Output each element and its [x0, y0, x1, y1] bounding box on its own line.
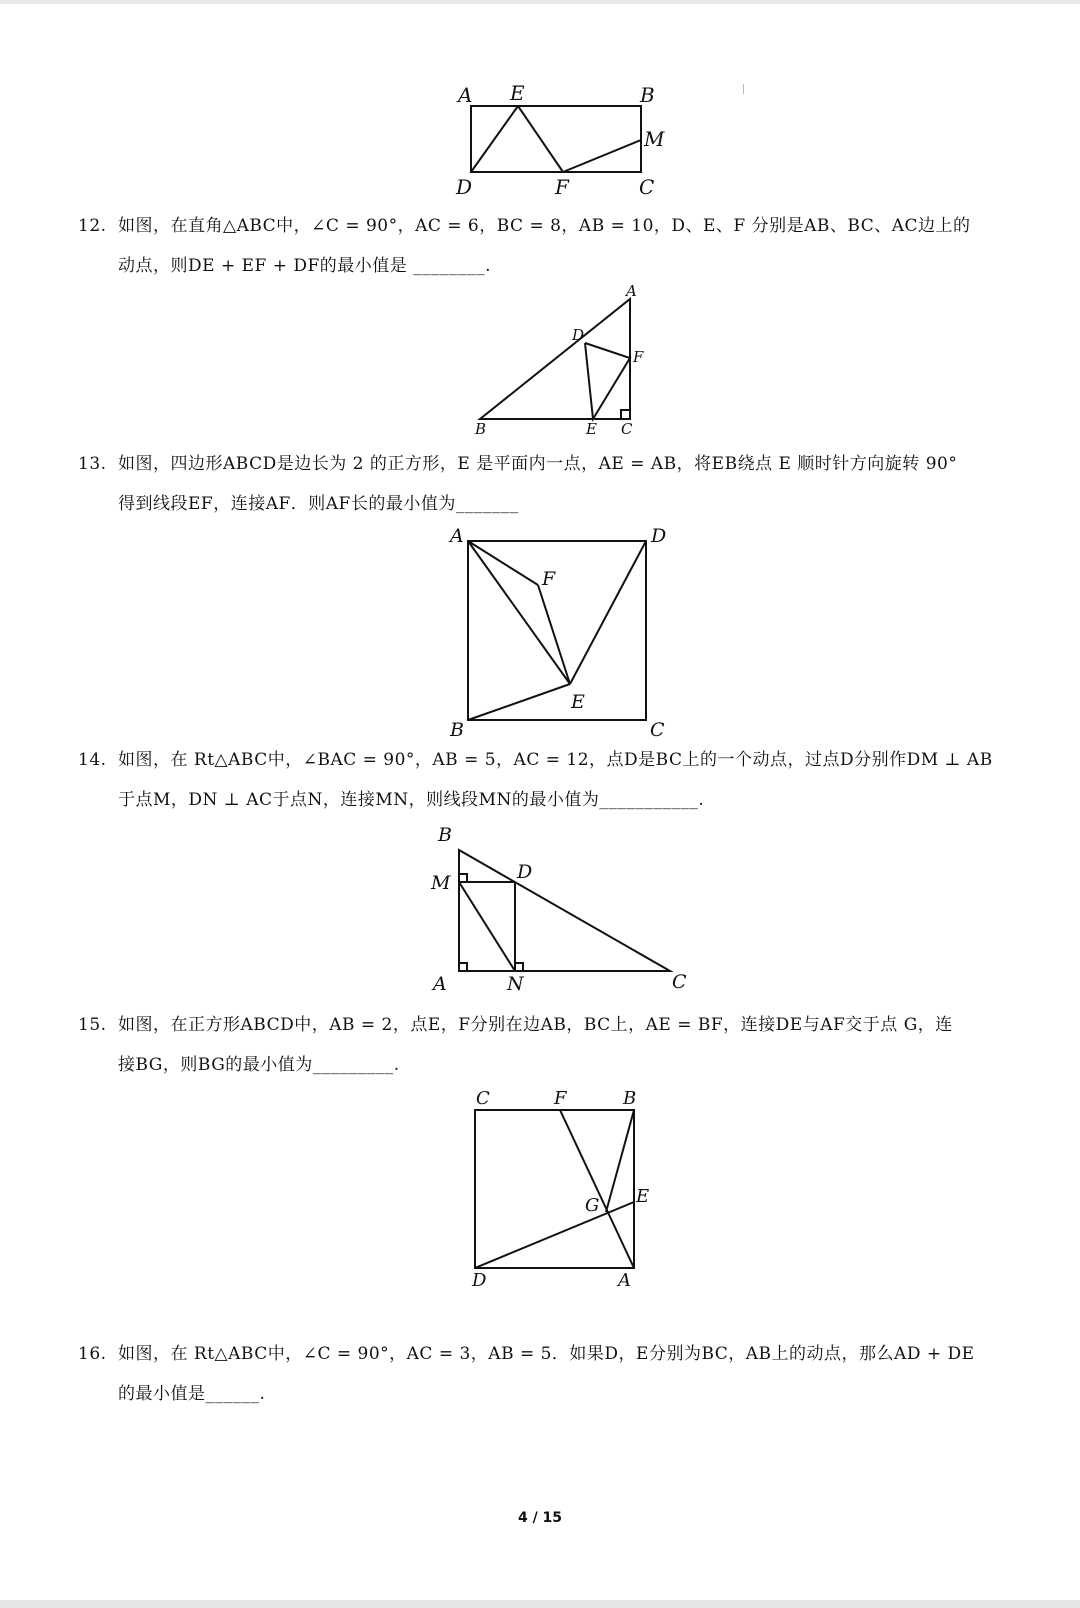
- label-d: D: [517, 861, 533, 883]
- square-abcd: [468, 541, 646, 720]
- page-number: 4 / 15: [517, 1510, 563, 1526]
- right-angle-mark-n: [515, 963, 523, 971]
- figure-14: [425, 824, 695, 995]
- label-d: D: [472, 1270, 487, 1291]
- label-c: C: [476, 1088, 490, 1109]
- question-text-line2: 动点，则DE + EF + DF的最小值是 ________.: [118, 256, 492, 276]
- label-b: B: [640, 83, 655, 107]
- right-angle-mark: [621, 410, 630, 419]
- segment-be: [468, 684, 570, 720]
- label-f: F: [555, 175, 569, 199]
- label-c: C: [650, 719, 665, 741]
- question-text-line1: 如图，四边形ABCD是边长为 2 的正方形，E 是平面内一点，AE = AB，将EB绕点 E 顺时针方向旋转 90°: [118, 454, 958, 474]
- triangle-def: [585, 343, 630, 419]
- right-angle-mark-a: [459, 963, 467, 971]
- label-d: D: [651, 525, 667, 547]
- question-text-line2: 于点M，DN ⊥ AC于点N，连接MN，则线段MN的最小值为___________.: [118, 790, 705, 810]
- label-a: A: [433, 973, 447, 995]
- label-e: E: [636, 1186, 650, 1207]
- segment-de: [471, 106, 518, 172]
- question-text-line2: 接BG，则BG的最小值为_________.: [118, 1055, 400, 1075]
- label-f: F: [633, 348, 644, 366]
- segment-ef: [518, 106, 563, 172]
- figure-11: [450, 82, 680, 202]
- question-16: [78, 1334, 1008, 1414]
- question-number: 13.: [78, 454, 107, 474]
- question-text-line1: 如图，在 Rt△ABC中，∠C = 90°，AC = 3，AB = 5．如果D，E分别为BC，AB上的动点，那么AD + DE: [118, 1344, 975, 1364]
- question-15: [78, 1005, 1008, 1085]
- segment-af: [468, 541, 538, 585]
- label-a: A: [450, 525, 464, 547]
- label-b: B: [438, 824, 452, 846]
- label-a: A: [626, 282, 637, 300]
- triangle-abc: [480, 299, 630, 419]
- label-n: N: [507, 973, 524, 995]
- label-m: M: [431, 872, 451, 894]
- page-top-edge: [0, 0, 1080, 4]
- segment-ae: [468, 541, 570, 684]
- question-13: [78, 444, 1008, 524]
- label-e: E: [510, 81, 525, 105]
- label-f: F: [554, 1088, 567, 1109]
- figure-13: [446, 525, 686, 741]
- segment-mn: [459, 882, 515, 971]
- question-number: 14.: [78, 750, 107, 770]
- segment-fm: [563, 140, 641, 172]
- question-12: [78, 206, 1008, 286]
- label-a: A: [618, 1270, 631, 1291]
- label-f: F: [542, 568, 556, 590]
- label-c: C: [639, 175, 655, 199]
- label-g: G: [585, 1195, 600, 1216]
- figure-12: [470, 282, 650, 440]
- question-text-line2: 得到线段EF，连接AF．则AF长的最小值为_______: [118, 494, 519, 514]
- page-bottom-edge: [0, 1600, 1080, 1608]
- scan-mark: [743, 84, 744, 94]
- question-text-line1: 如图，在 Rt△ABC中，∠BAC = 90°，AB = 5，AC = 12，点D是BC上的一个动点，过点D分别作DM ⊥ AB: [118, 750, 993, 770]
- segment-af: [560, 1110, 634, 1268]
- triangle-abc: [459, 850, 670, 971]
- label-d: D: [456, 175, 473, 199]
- label-e: E: [571, 691, 585, 713]
- question-text-line2: 的最小值是______.: [118, 1384, 266, 1404]
- label-b: B: [450, 719, 464, 741]
- segment-de: [475, 1202, 634, 1268]
- question-number: 12.: [78, 216, 107, 236]
- segment-bg: [606, 1110, 634, 1212]
- label-b: B: [475, 420, 487, 438]
- square-abcd: [475, 1110, 634, 1268]
- label-m: M: [644, 127, 665, 151]
- right-angle-mark-m: [459, 874, 467, 882]
- label-b: B: [623, 1088, 637, 1109]
- figure-15: [462, 1088, 662, 1292]
- label-e: E: [586, 420, 597, 438]
- question-number: 16.: [78, 1344, 107, 1364]
- label-c: C: [672, 971, 687, 993]
- question-number: 15.: [78, 1015, 107, 1035]
- question-14: [78, 740, 1008, 820]
- segment-fe: [538, 585, 570, 684]
- label-a: A: [458, 83, 473, 107]
- label-d: D: [572, 326, 585, 344]
- label-c: C: [621, 420, 633, 438]
- question-text-line1: 如图，在直角△ABC中，∠C = 90°，AC = 6，BC = 8，AB = 10，D、E、F 分别是AB、BC、AC边上的: [118, 216, 971, 236]
- segment-de: [570, 541, 646, 684]
- question-text-line1: 如图，在正方形ABCD中，AB = 2，点E，F分别在边AB，BC上，AE = BF，连接DE与AF交于点 G，连: [118, 1015, 953, 1035]
